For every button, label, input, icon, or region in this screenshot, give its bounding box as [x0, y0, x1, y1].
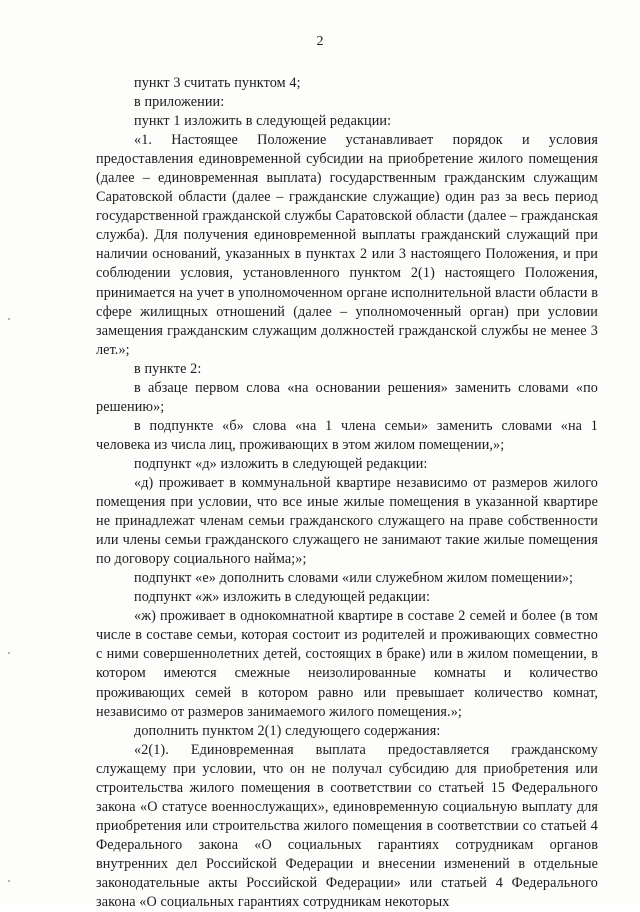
paragraph: «ж) проживает в однокомнатной квартире в составе 2 семей и более (в том числе в составе семьи, которая состоит из родителей и проживающих совместно с ними совершеннолетних детей, состоящих в браке) или в жилом помещении, в котором имеются смежные неизолированные комнаты и количество проживающих семей в котором равно или превышает количество комнат, независимо от размеров занимаемого жилого помещения.»;: [96, 608, 598, 720]
paragraph: пункт 3 считать пунктом 4;: [134, 75, 301, 91]
paragraph: подпункт «ж» изложить в следующей редакции:: [134, 589, 431, 606]
document-body: [96, 74, 598, 912]
page-number: 2: [316, 34, 324, 49]
paragraph: «1. Настоящее Положение устанавливает порядок и условия предоставления единовременной субсидии на приобретение жилого помещения (далее – единовременная выплата) государственным гражданским служащим Саратовской области (далее – гражданские служащие) один раз за весь период государственной гражданской службы Саратовской области (далее – гражданская служба). Для получения единовременной выплаты гражданский служащий при наличии оснований, указанных в пунктах 2 или 3 настоящего Положения, и при соблюдении условия, установленного пунктом 2(1) настоящего Положения, принимается на учет в уполномоченном органе исполнительной власти области в сфере жилищных отношений (далее – уполномоченный орган) при условии замещения гражданским служащим должностей гражданской службы не менее 3 лет.»;: [96, 132, 598, 358]
paragraph: «д) проживает в коммунальной квартире независимо от размеров жилого помещения при условии, что все иные жилые помещения в указанной квартире не принадлежат членам семьи гражданского служащего на праве собственности или члены семьи гражданского служащего не занимают такие жилые помещения по договору социального найма;»;: [96, 474, 598, 568]
paragraph: в пункте 2:: [134, 360, 202, 377]
paragraph: пункт 1 изложить в следующей редакции:: [134, 113, 392, 130]
paragraph: в приложении:: [134, 94, 225, 111]
paragraph: подпункт «е» дополнить словами «или служебном жилом помещении»;: [134, 570, 574, 587]
paragraph: в абзаце первом слова «на основании решения» заменить словами «по решению»;: [96, 379, 598, 415]
paragraph: «2(1). Единовременная выплата предоставляется гражданскому служащему при условии, что он не получал субсидию для приобретения или строительства жилого помещения в соответствии со статьей 15 Федерального закона «О статусе военнослужащих», единовременную социальную выплату для приобретения или строительства жилого помещения в соответствии со статьей 4 Федерального закона «О социальных гарантиях сотрудникам органов внутренних дел Российской Федерации и внесении изменений в отдельные законодательные акты Российской Федерации» или статьей 4 Федерального закона «О социальных гарантиях сотрудникам некоторых: [96, 741, 598, 911]
scan-speck: [8, 652, 10, 654]
paragraph: в подпункте «б» слова «на 1 члена семьи» заменить словами «на 1 человека из числа лиц, проживающих в этом жилом помещении,»;: [96, 417, 598, 453]
paragraph: дополнить пунктом 2(1) следующего содержания:: [134, 722, 441, 739]
scan-speck: [8, 318, 10, 320]
paragraph: подпункт «д» изложить в следующей редакции:: [134, 455, 428, 472]
scan-speck: [8, 880, 10, 882]
